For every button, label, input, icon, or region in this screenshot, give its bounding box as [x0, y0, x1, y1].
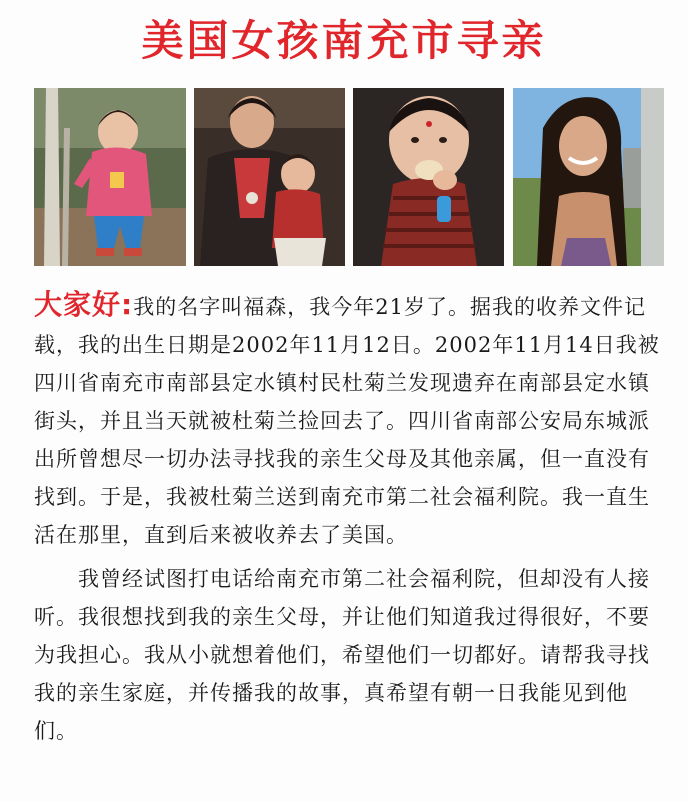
photo-row [34, 88, 664, 266]
letter-paragraph-1-text: 我的名字叫福森，我今年21岁了。据我的收养文件记载，我的出生日期是2002年11月12日。2002年11月14日我被四川省南充市南部县定水镇村民杜菊兰发现遗弃在南部县定水镇街头，并且当天就被杜菊兰捡回去了。四川省南部公安局东城派出所曾想尽一切办法寻找我的亲生父母及其他亲属，但一直没有找到。于是，我被杜菊兰送到南充市第二社会福利院。我一直生活在那里，直到后来被收养去了美国。 [34, 295, 660, 547]
letter-paragraph-1 [34, 286, 664, 554]
letter-body [34, 286, 664, 756]
woman-holding-baby-photo [194, 88, 345, 266]
letter-greeting: 大家好: [34, 288, 134, 321]
poster-title: 美国女孩南充市寻亲 [141, 16, 547, 65]
young-woman-portrait-photo [513, 88, 664, 266]
letter-paragraph-2: 我曾经试图打电话给南充市第二社会福利院，但却没有人接听。我很想找到我的亲生父母，并让他们知道我过得很好，不要为我担心。我从小就想着他们，希望他们一切都好。请帮我寻找我的亲生家庭，并传播我的故事，真希望有朝一日我能见到他们。 [34, 567, 650, 743]
toddler-standing-photo [34, 88, 186, 266]
toddler-eating-photo [353, 88, 504, 266]
